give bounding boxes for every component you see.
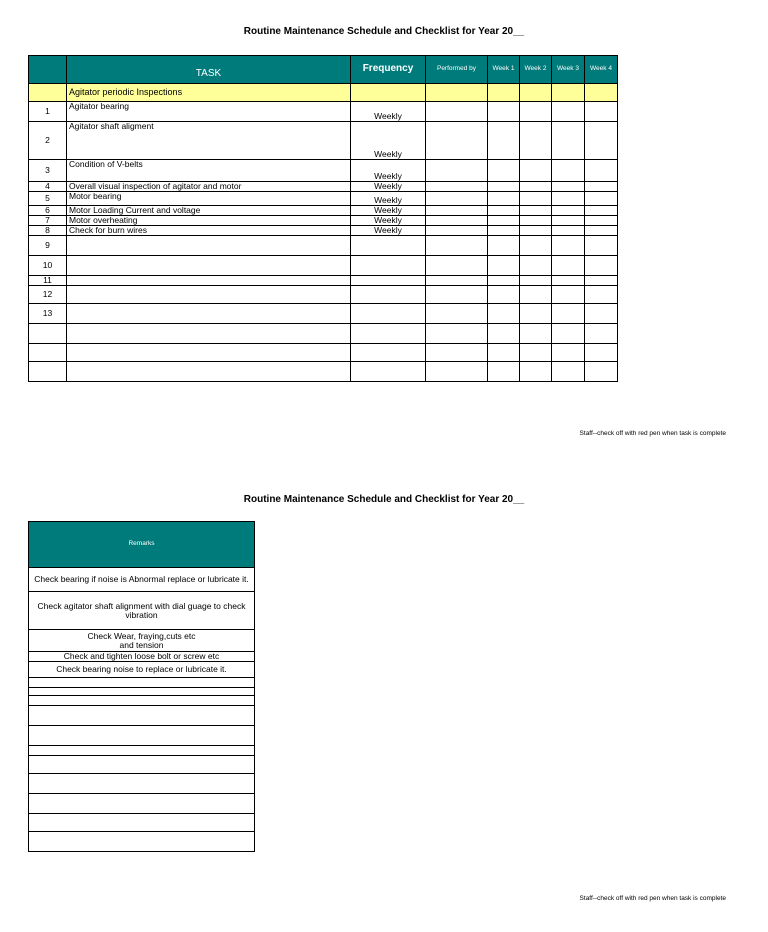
frequency-cell — [351, 236, 426, 256]
table-row — [29, 160, 618, 182]
remarks-row — [29, 592, 255, 630]
week3-cell[interactable] — [552, 344, 585, 362]
row-number: 7 — [29, 216, 67, 226]
header-num-cell — [29, 56, 67, 84]
frequency-cell — [351, 304, 426, 324]
week3-cell[interactable] — [552, 362, 585, 382]
section-cell — [552, 84, 585, 102]
row-number — [29, 344, 67, 362]
footnote-top: Staff--check off with red pen when task is complete — [579, 430, 726, 437]
week2-cell[interactable] — [520, 122, 552, 160]
task-cell: Motor overheating — [67, 216, 351, 226]
week4-cell[interactable] — [585, 276, 618, 286]
week4-cell[interactable] — [585, 344, 618, 362]
week3-cell[interactable] — [552, 192, 585, 206]
row-number: 5 — [29, 192, 67, 206]
week4-cell[interactable] — [585, 122, 618, 160]
week1-cell[interactable] — [488, 344, 520, 362]
row-number: 2 — [29, 122, 67, 160]
performed-by-cell[interactable] — [426, 226, 488, 236]
week3-cell[interactable] — [552, 182, 585, 192]
week1-cell[interactable] — [488, 362, 520, 382]
remarks-header-row — [29, 522, 255, 568]
remark-cell — [29, 814, 255, 832]
week2-cell[interactable] — [520, 236, 552, 256]
frequency-cell: Weekly — [351, 122, 426, 160]
remarks-row — [29, 696, 255, 706]
section-cell — [520, 84, 552, 102]
week2-cell[interactable] — [520, 160, 552, 182]
row-number: 3 — [29, 160, 67, 182]
task-cell — [67, 236, 351, 256]
week3-cell[interactable] — [552, 102, 585, 122]
performed-by-cell[interactable] — [426, 182, 488, 192]
remark-cell: Check Wear, fraying,cuts etc and tension — [29, 630, 255, 652]
header-performed-by: Performed by — [426, 56, 488, 84]
week4-cell[interactable] — [585, 256, 618, 276]
remarks-row — [29, 662, 255, 678]
week1-cell[interactable] — [488, 206, 520, 216]
performed-by-cell[interactable] — [426, 236, 488, 256]
week1-cell[interactable] — [488, 160, 520, 182]
week3-cell[interactable] — [552, 216, 585, 226]
week1-cell[interactable] — [488, 102, 520, 122]
task-cell — [67, 276, 351, 286]
row-number: 11 — [29, 276, 67, 286]
remarks-row — [29, 746, 255, 756]
remark-cell — [29, 832, 255, 852]
frequency-cell: Weekly — [351, 226, 426, 236]
task-cell — [67, 344, 351, 362]
week2-cell[interactable] — [520, 362, 552, 382]
table-row — [29, 122, 618, 160]
remarks-row — [29, 794, 255, 814]
frequency-cell — [351, 362, 426, 382]
remark-cell — [29, 678, 255, 688]
header-week2: Week 2 — [520, 56, 552, 84]
frequency-cell: Weekly — [351, 216, 426, 226]
remarks-row — [29, 814, 255, 832]
week1-cell[interactable] — [488, 236, 520, 256]
week1-cell[interactable] — [488, 122, 520, 160]
remarks-table — [28, 521, 255, 852]
row-number — [29, 362, 67, 382]
remarks-row — [29, 832, 255, 852]
performed-by-cell[interactable] — [426, 206, 488, 216]
section-cell — [488, 84, 520, 102]
week3-cell[interactable] — [552, 286, 585, 304]
section-title: Agitator periodic Inspections — [67, 84, 351, 102]
task-cell: Motor bearing — [67, 192, 351, 206]
table-row — [29, 304, 618, 324]
task-cell: Overall visual inspection of agitator and motor — [67, 182, 351, 192]
performed-by-cell[interactable] — [426, 216, 488, 226]
week2-cell[interactable] — [520, 192, 552, 206]
remark-cell — [29, 794, 255, 814]
performed-by-cell[interactable] — [426, 256, 488, 276]
schedule-table — [28, 55, 618, 382]
performed-by-cell[interactable] — [426, 324, 488, 344]
frequency-cell: Weekly — [351, 182, 426, 192]
remark-cell — [29, 696, 255, 706]
week2-cell[interactable] — [520, 304, 552, 324]
frequency-cell: Weekly — [351, 206, 426, 216]
task-cell: Agitator bearing — [67, 102, 351, 122]
remarks-row — [29, 568, 255, 592]
week3-cell[interactable] — [552, 160, 585, 182]
week4-cell[interactable] — [585, 226, 618, 236]
table-row — [29, 182, 618, 192]
remarks-row — [29, 774, 255, 794]
week3-cell[interactable] — [552, 226, 585, 236]
frequency-cell — [351, 256, 426, 276]
remark-cell — [29, 746, 255, 756]
week1-cell[interactable] — [488, 256, 520, 276]
remark-cell — [29, 774, 255, 794]
row-number: 6 — [29, 206, 67, 216]
table-row — [29, 276, 618, 286]
frequency-cell: Weekly — [351, 102, 426, 122]
table-row — [29, 256, 618, 276]
week2-cell[interactable] — [520, 344, 552, 362]
week4-cell[interactable] — [585, 206, 618, 216]
week2-cell[interactable] — [520, 182, 552, 192]
section-row — [29, 84, 618, 102]
week3-cell[interactable] — [552, 324, 585, 344]
remark-cell: Check bearing if noise is Abnormal replace or lubricate it. — [29, 568, 255, 592]
week3-cell[interactable] — [552, 276, 585, 286]
performed-by-cell[interactable] — [426, 122, 488, 160]
week2-cell[interactable] — [520, 102, 552, 122]
table-row — [29, 216, 618, 226]
week2-cell[interactable] — [520, 226, 552, 236]
task-cell — [67, 286, 351, 304]
remarks-row — [29, 678, 255, 688]
task-cell: Condition of V-belts — [67, 160, 351, 182]
frequency-cell — [351, 344, 426, 362]
header-task: TASK — [67, 56, 351, 84]
row-number: 9 — [29, 236, 67, 256]
header-week4: Week 4 — [585, 56, 618, 84]
week1-cell[interactable] — [488, 304, 520, 324]
task-cell — [67, 362, 351, 382]
week2-cell[interactable] — [520, 286, 552, 304]
week4-cell[interactable] — [585, 304, 618, 324]
week3-cell[interactable] — [552, 206, 585, 216]
week4-cell[interactable] — [585, 362, 618, 382]
performed-by-cell[interactable] — [426, 102, 488, 122]
table-row — [29, 206, 618, 216]
table-row — [29, 226, 618, 236]
remarks-row — [29, 688, 255, 696]
remark-cell — [29, 756, 255, 774]
performed-by-cell[interactable] — [426, 286, 488, 304]
frequency-cell — [351, 324, 426, 344]
footnote-bottom: Staff--check off with red pen when task is complete — [579, 895, 726, 902]
performed-by-cell[interactable] — [426, 344, 488, 362]
week3-cell[interactable] — [552, 122, 585, 160]
week2-cell[interactable] — [520, 256, 552, 276]
frequency-cell — [351, 276, 426, 286]
task-cell: Check for burn wires — [67, 226, 351, 236]
table-row — [29, 102, 618, 122]
row-number: 4 — [29, 182, 67, 192]
performed-by-cell[interactable] — [426, 362, 488, 382]
week2-cell[interactable] — [520, 216, 552, 226]
week4-cell[interactable] — [585, 236, 618, 256]
week1-cell[interactable] — [488, 286, 520, 304]
week4-cell[interactable] — [585, 192, 618, 206]
row-number: 13 — [29, 304, 67, 324]
week3-cell[interactable] — [552, 304, 585, 324]
row-number: 12 — [29, 286, 67, 304]
week4-cell[interactable] — [585, 324, 618, 344]
remarks-row — [29, 706, 255, 726]
table-row — [29, 192, 618, 206]
section-cell — [585, 84, 618, 102]
week1-cell[interactable] — [488, 216, 520, 226]
header-week3: Week 3 — [552, 56, 585, 84]
week4-cell[interactable] — [585, 286, 618, 304]
row-number: 1 — [29, 102, 67, 122]
frequency-cell — [351, 286, 426, 304]
task-cell: Agitator shaft aligment — [67, 122, 351, 160]
section-num-cell — [29, 84, 67, 102]
table-row — [29, 362, 618, 382]
table-row — [29, 236, 618, 256]
remark-cell: Check bearing noise to replace or lubricate it. — [29, 662, 255, 678]
week1-cell[interactable] — [488, 226, 520, 236]
page-title-2: Routine Maintenance Schedule and Checklist for Year 20__ — [243, 494, 525, 505]
week3-cell[interactable] — [552, 236, 585, 256]
task-cell — [67, 324, 351, 344]
row-number — [29, 324, 67, 344]
remarks-row — [29, 652, 255, 662]
remark-cell — [29, 688, 255, 696]
page-title: Routine Maintenance Schedule and Checklist for Year 20__ — [243, 26, 525, 37]
table-row — [29, 286, 618, 304]
remark-cell: Check and tighten loose bolt or screw etc — [29, 652, 255, 662]
frequency-cell: Weekly — [351, 160, 426, 182]
remark-cell — [29, 706, 255, 726]
remark-cell: Check agitator shaft alignment with dial guage to check vibration — [29, 592, 255, 630]
remarks-row — [29, 756, 255, 774]
week2-cell[interactable] — [520, 324, 552, 344]
week1-cell[interactable] — [488, 276, 520, 286]
week4-cell[interactable] — [585, 102, 618, 122]
remarks-row — [29, 630, 255, 652]
frequency-cell: Weekly — [351, 192, 426, 206]
week3-cell[interactable] — [552, 256, 585, 276]
table-row — [29, 344, 618, 362]
week4-cell[interactable] — [585, 160, 618, 182]
remark-cell — [29, 726, 255, 746]
performed-by-cell[interactable] — [426, 160, 488, 182]
week4-cell[interactable] — [585, 182, 618, 192]
section-cell — [351, 84, 426, 102]
task-cell: Motor Loading Current and voltage — [67, 206, 351, 216]
performed-by-cell[interactable] — [426, 304, 488, 324]
performed-by-cell[interactable] — [426, 192, 488, 206]
task-cell — [67, 256, 351, 276]
week1-cell[interactable] — [488, 324, 520, 344]
section-cell — [426, 84, 488, 102]
week2-cell[interactable] — [520, 206, 552, 216]
remarks-row — [29, 726, 255, 746]
week4-cell[interactable] — [585, 216, 618, 226]
header-week1: Week 1 — [488, 56, 520, 84]
task-cell — [67, 304, 351, 324]
header-frequency: Frequency — [351, 56, 426, 84]
table-row — [29, 324, 618, 344]
week1-cell[interactable] — [488, 192, 520, 206]
week1-cell[interactable] — [488, 182, 520, 192]
row-number: 10 — [29, 256, 67, 276]
remarks-header: Remarks — [29, 522, 255, 568]
header-row — [29, 56, 618, 84]
row-number: 8 — [29, 226, 67, 236]
performed-by-cell[interactable] — [426, 276, 488, 286]
week2-cell[interactable] — [520, 276, 552, 286]
